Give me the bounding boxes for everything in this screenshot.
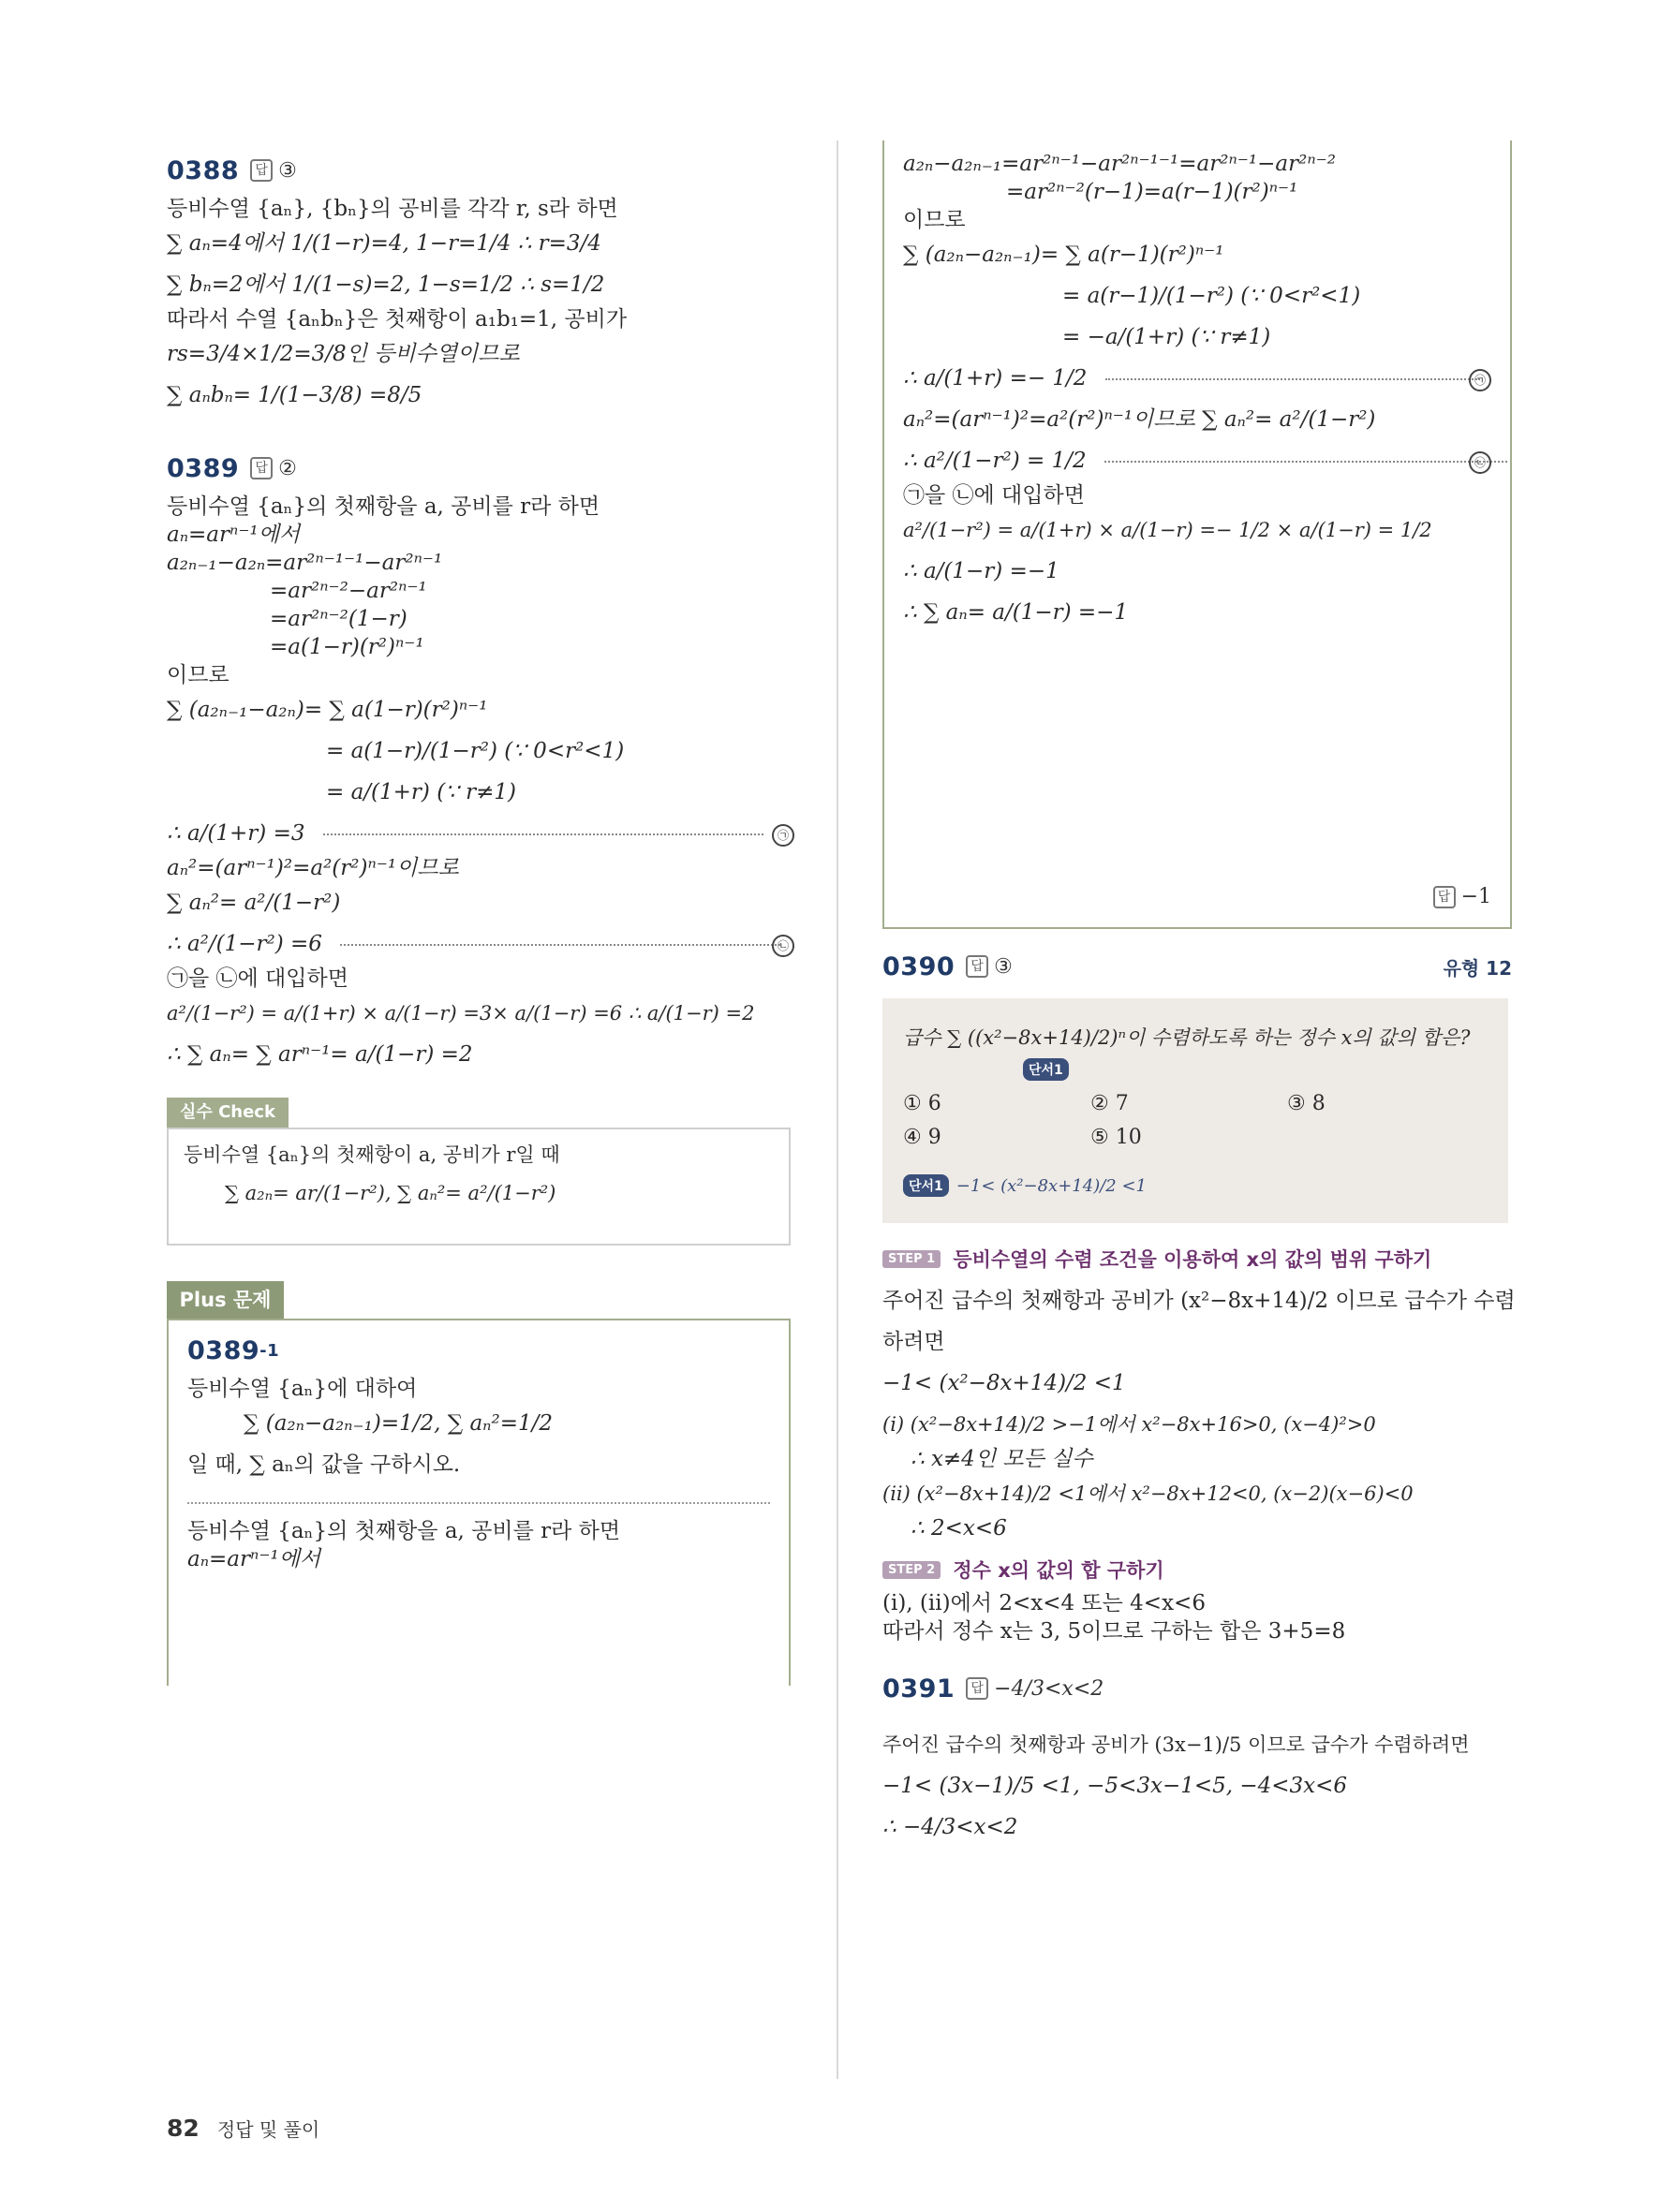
solution-line: ∑ aₙ=4에서 1/(1−r)=4, 1−r=1/4 ∴ r=3/4 <box>167 231 601 256</box>
solution-line: −1< (3x−1)/5 <1, −5<3x−1<5, −4<3x<6 <box>882 1774 1348 1798</box>
solution-line: =ar²ⁿ⁻²−ar²ⁿ⁻¹ <box>270 579 427 603</box>
hint-marker <box>882 1058 1508 1081</box>
equation-with-mark <box>884 358 1510 399</box>
problem-number: 0388 <box>167 155 240 185</box>
equation-text: ∴ a/(1+r) =3 <box>167 821 305 846</box>
cont-line: =ar²ⁿ⁻²(r−1)=a(r−1)(r²)ⁿ⁻¹ <box>1006 180 1298 204</box>
separator <box>187 1502 770 1504</box>
cont-line: = a(r−1)/(1−r²) (∵ 0<r²<1) <box>1062 284 1361 308</box>
answer-value: ② <box>278 456 297 480</box>
right-column <box>882 140 1516 1848</box>
cont-line: ㉠을 ㉡에 대입하면 <box>903 483 1085 508</box>
solution-line: a₂ₙ₋₁−a₂ₙ=ar²ⁿ⁻¹⁻¹−ar²ⁿ⁻¹ <box>167 551 443 575</box>
check-line: ∑ a₂ₙ= ar/(1−r²), ∑ aₙ²= a²/(1−r²) <box>225 1182 556 1204</box>
solution-line: = a/(1+r) (∵ r≠1) <box>326 780 516 804</box>
equation-text: ∴ a²/(1−r²) = 1/2 <box>903 449 1087 473</box>
step-title: 정수 x의 값의 합 구하기 <box>953 1559 1164 1582</box>
final-answer <box>1422 885 1491 908</box>
type-tag: 유형 12 <box>1443 956 1512 980</box>
solution-line: 등비수열 {aₙ}, {bₙ}의 공비를 각각 r, s라 하면 <box>167 197 618 221</box>
choice-3: ③ 8 <box>1287 1092 1326 1115</box>
check-label: 실수 Check <box>167 1098 289 1128</box>
problem-subnumber: -1 <box>259 1340 280 1361</box>
leader-dots <box>1105 378 1480 380</box>
solution-line: ∴ −4/3<x<2 <box>882 1815 1018 1839</box>
question-text: 급수 ∑ ((x²−8x+14)/2)ⁿ이 수렴하도록 하는 정수 x의 값의 합은? <box>903 1026 1471 1049</box>
step-title: 등비수열의 수렴 조건을 이용하여 x의 값의 범위 구하기 <box>953 1248 1432 1271</box>
check-box <box>167 1128 791 1246</box>
hint-line <box>903 1174 1147 1197</box>
circle-mark-1: ㉠ <box>1469 369 1491 391</box>
problem-box-wrap <box>882 998 1512 1228</box>
hint-tag: 단서1 <box>903 1174 949 1197</box>
step2-heading <box>882 1556 1512 1584</box>
leader-dots <box>323 833 763 835</box>
plus-label: Plus 문제 <box>167 1281 284 1319</box>
problem-number: 0391 <box>882 1674 955 1703</box>
solution-line: = a(1−r)/(1−r²) (∵ 0<r²<1) <box>326 739 625 763</box>
problem-0391-header <box>882 1664 1512 1713</box>
solution-line: ∑ (a₂ₙ₋₁−a₂ₙ)= ∑ a(1−r)(r²)ⁿ⁻¹ <box>167 698 488 722</box>
plus-box <box>167 1319 791 1686</box>
problem-0389-header <box>167 444 794 493</box>
solution-line: ∑ bₙ=2에서 1/(1−s)=2, 1−s=1/2 ∴ s=1/2 <box>167 273 605 297</box>
problem-box <box>882 998 1508 1223</box>
cont-line: ∑ (a₂ₙ−a₂ₙ₋₁)= ∑ a(r−1)(r²)ⁿ⁻¹ <box>903 243 1224 267</box>
problem-number: 0390 <box>882 951 955 981</box>
problem-0391 <box>882 1664 1512 1848</box>
left-column <box>167 140 794 1684</box>
plus-line: 등비수열 {aₙ}의 첫째항을 a, 공비를 r라 하면 <box>187 1519 621 1543</box>
circle-mark-2: ㉡ <box>1469 451 1491 474</box>
mistake-check-section <box>167 1098 794 1257</box>
step-tag: STEP 2 <box>882 1561 941 1579</box>
step-tag: STEP 1 <box>882 1250 941 1268</box>
check-line: 등비수열 {aₙ}의 첫째항이 a, 공비가 r일 때 <box>184 1143 560 1166</box>
equation-text: ∴ a²/(1−r²) =6 <box>167 932 322 956</box>
choice-1: ① 6 <box>903 1092 941 1115</box>
cont-line <box>884 440 1510 481</box>
plus-continuation <box>882 140 1512 936</box>
solution-line: 따라서 수열 {aₙbₙ}은 첫째항이 a₁b₁=1, 공비가 <box>167 307 628 332</box>
step1-line: (ii) (x²−8x+14)/2 <1에서 x²−8x+12<0, (x−2)(x−6)<0 <box>882 1482 1414 1505</box>
answer-value: ③ <box>278 158 297 183</box>
problem-0390 <box>882 942 1516 1645</box>
answer-value: −4/3<x<2 <box>994 1676 1104 1701</box>
solution-line: 등비수열 {aₙ}의 첫째항을 a, 공비를 r라 하면 <box>167 494 600 519</box>
plus-line: ∑ (a₂ₙ−a₂ₙ₋₁)=1/2, ∑ aₙ²=1/2 <box>244 1411 553 1436</box>
cont-line: ∴ a/(1−r) =−1 <box>903 559 1059 583</box>
answer-icon: 답 <box>966 955 988 978</box>
problem-number: 0389 <box>167 453 240 483</box>
hint-tag: 단서1 <box>1023 1058 1069 1081</box>
cont-line: a₂ₙ−a₂ₙ₋₁=ar²ⁿ⁻¹−ar²ⁿ⁻¹⁻¹=ar²ⁿ⁻¹−ar²ⁿ⁻² <box>903 152 1337 176</box>
column-divider <box>837 140 838 2079</box>
cont-line: ∴ ∑ aₙ= a/(1−r) =−1 <box>903 600 1129 625</box>
step1-line: 주어진 급수의 첫째항과 공비가 (x²−8x+14)/2 이므로 급수가 수렴 <box>882 1289 1516 1313</box>
answer-icon: 답 <box>250 159 273 182</box>
step2-line: (i), (ii)에서 2<x<4 또는 4<x<6 <box>882 1591 1206 1615</box>
cont-line: 이므로 <box>903 208 966 232</box>
cont-line: = −a/(1+r) (∵ r≠1) <box>1062 325 1271 349</box>
circle-mark-1: ㉠ <box>772 824 794 847</box>
leader-dots <box>1104 461 1507 463</box>
plus-line: aₙ=arⁿ⁻¹에서 <box>187 1547 321 1571</box>
choice-4: ④ 9 <box>903 1126 941 1149</box>
plus-problem-header <box>169 1326 789 1375</box>
solution-line: =ar²ⁿ⁻²(1−r) <box>270 607 407 631</box>
answer-icon: 답 <box>966 1677 988 1700</box>
equation-with-mark <box>884 440 1510 481</box>
equation-with-mark <box>167 813 794 854</box>
cont-line: a²/(1−r²) = a/(1+r) × a/(1−r) =− 1/2 × a/(1−r) = 1/2 <box>903 519 1432 541</box>
cont-line: aₙ²=(arⁿ⁻¹)²=a²(r²)ⁿ⁻¹이므로 ∑ aₙ²= a²/(1−r²) <box>903 407 1376 432</box>
solution-line: ∑ aₙ²= a²/(1−r²) <box>167 891 341 915</box>
solution-line: ∴ ∑ aₙ= ∑ arⁿ⁻¹= a/(1−r) =2 <box>167 1042 473 1067</box>
step1-line: ∴ 2<x<6 <box>911 1516 1007 1541</box>
equation-text: ∴ a/(1+r) =− 1/2 <box>903 366 1088 391</box>
plus-line: 등비수열 {aₙ}에 대하여 <box>187 1377 418 1401</box>
answer-icon: 답 <box>1433 886 1456 908</box>
solution-line: 이므로 <box>167 663 230 687</box>
plus-problem-section <box>167 1281 794 1684</box>
solution-line: =a(1−r)(r²)ⁿ⁻¹ <box>270 635 424 659</box>
problem-0390-header <box>882 942 1512 991</box>
step1-line: −1< (x²−8x+14)/2 <1 <box>882 1371 1126 1395</box>
solution-line: rs=3/4×1/2=3/8인 등비수열이므로 <box>167 342 520 366</box>
answer-value: −1 <box>1460 885 1491 908</box>
answer-icon: 답 <box>250 457 273 479</box>
continuation-box <box>882 140 1512 929</box>
page-number: 82 <box>167 2115 200 2142</box>
step2-line: 따라서 정수 x는 3, 5이므로 구하는 합은 3+5=8 <box>882 1619 1346 1644</box>
page-footer <box>167 2115 319 2142</box>
footer-label: 정답 및 풀이 <box>216 2118 320 2141</box>
solution-line: aₙ=arⁿ⁻¹에서 <box>167 523 301 547</box>
solution-line: ∑ aₙbₙ= 1/(1−3/8) =8/5 <box>167 383 422 407</box>
solution-line: 주어진 급수의 첫째항과 공비가 (3x−1)/5 이므로 급수가 수렴하려면 <box>882 1733 1470 1756</box>
equation-with-mark <box>167 923 794 965</box>
step1-line: ∴ x≠4인 모든 실수 <box>911 1447 1093 1471</box>
step1-heading <box>882 1245 1512 1273</box>
step1-line: (i) (x²−8x+14)/2 >−1에서 x²−8x+16>0, (x−4)²>0 <box>882 1413 1376 1436</box>
solution-line: a²/(1−r²) = a/(1+r) × a/(1−r) =3× a/(1−r) =6 ∴ a/(1−r) =2 <box>167 1002 755 1025</box>
step1-line: 하려면 <box>882 1330 945 1354</box>
solution-line: ㉠을 ㉡에 대입하면 <box>167 966 348 991</box>
solution-line <box>167 923 794 965</box>
problem-number: 0389 <box>187 1335 260 1365</box>
choice-2: ② 7 <box>1090 1092 1129 1115</box>
choice-5: ⑤ 10 <box>1090 1126 1142 1149</box>
solution-line <box>167 813 794 854</box>
problem-0388-header <box>167 146 794 195</box>
circle-mark-2: ㉡ <box>772 935 794 957</box>
answer-value: ③ <box>994 954 1013 979</box>
cont-line <box>884 358 1510 399</box>
solution-line: aₙ²=(arⁿ⁻¹)²=a²(r²)ⁿ⁻¹이므로 <box>167 856 459 880</box>
hint-text: −1< (x²−8x+14)/2 <1 <box>955 1175 1147 1196</box>
plus-line: 일 때, ∑ aₙ의 값을 구하시오. <box>187 1453 461 1477</box>
leader-dots <box>340 944 780 946</box>
